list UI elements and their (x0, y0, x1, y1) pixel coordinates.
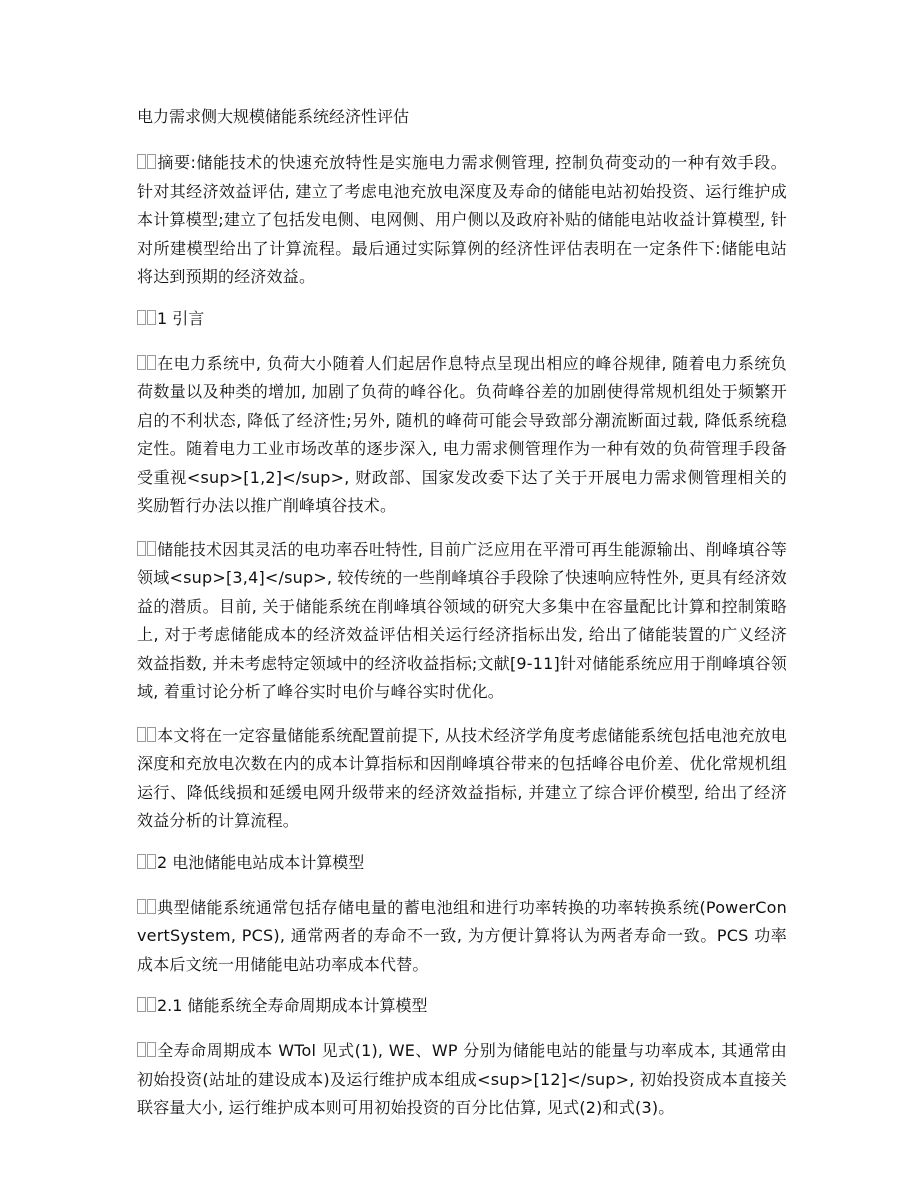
missing-glyph-icon (137, 899, 146, 914)
missing-glyph-icon (137, 854, 146, 869)
section-heading-cost-model: 2 电池储能电站成本计算模型 (137, 851, 787, 875)
missing-glyph-icon (147, 355, 156, 370)
missing-glyph-icon (137, 310, 146, 325)
missing-glyph-icon (137, 1042, 146, 1057)
missing-glyph-icon (137, 727, 146, 742)
document-title: 电力需求侧大规模储能系统经济性评估 (137, 107, 410, 126)
missing-glyph-icon (137, 997, 146, 1012)
missing-glyph-icon (147, 997, 156, 1012)
document-page (137, 105, 787, 1138)
missing-glyph-icon (147, 1042, 156, 1057)
abstract-text: 摘要:储能技术的快速充放特性是实施电力需求侧管理, 控制负荷变动的一种有效手段。针对其经济效益评估, 建立了考虑电池充放电深度及寿命的储能电站初始投资、运行维护成本计算模型;建立了包括发电侧、电网侧、用户侧以及政府补贴的储能电站收益计算模型, 针对所建模型给出了计算流程。最后通过实际算例的经济性评估表明在一定条件下:储能电站将达到预期的经济效益。 (137, 153, 787, 286)
section-heading-introduction: 1 引言 (137, 307, 787, 331)
missing-glyph-icon (147, 541, 156, 556)
missing-glyph-icon (137, 541, 146, 556)
body-paragraph: 典型储能系统通常包括存储电量的蓄电池组和进行功率转换的功率转换系统(PowerConvertSystem, PCS), 通常两者的寿命不一致, 为方便计算将认为两者寿命一致。PCS 功率成本后文统一用储能电站功率成本代替。 (137, 897, 787, 974)
missing-glyph-icon (147, 310, 156, 325)
body-paragraph: 在电力系统中, 负荷大小随着人们起居作息特点呈现出相应的峰谷规律, 随着电力系统负荷数量以及种类的增加, 加剧了负荷的峰谷化。负荷峰谷差的加剧使得常规机组处于频繁开启的不利状态, 降低了经济性;另外, 随机的峰荷可能会导致部分潮流断面过载, 降低系统稳定性。随着电力工业市场改革的逐步深入, 电力需求侧管理作为一种有效的负荷管理手段备受重视<sup>[1,2]</sup>, 财政部、国家发改委下达了关于开展电力需求侧管理相关的奖励暂行办法以推广削峰填谷技术。 (137, 353, 787, 515)
missing-glyph-icon (137, 355, 146, 370)
missing-glyph-icon (147, 154, 156, 169)
missing-glyph-icon (147, 899, 156, 914)
body-paragraph: 储能技术因其灵活的电功率吞吐特性, 目前广泛应用在平滑可再生能源输出、削峰填谷等领域<sup>[3,4]</sup>, 较传统的一些削峰填谷手段除了快速响应特性外, 更具有经济效益的潜质。目前, 关于储能系统在削峰填谷领域的研究大多集中在容量配比计算和控制策略上, 对于考虑储能成本的经济效益评估相关运行经济指标出发, 给出了储能装置的广义经济效益指数, 并未考虑特定领域中的经济收益指标;文献[9-11]针对储能系统应用于削峰填谷领域, 着重讨论分析了峰谷实时电价与峰谷实时优化。 (137, 539, 787, 701)
abstract-paragraph (137, 149, 787, 292)
body-paragraph: 本文将在一定容量储能系统配置前提下, 从技术经济学角度考虑储能系统包括电池充放电深度和充放电次数在内的成本计算指标和因削峰填谷带来的包括峰谷电价差、优化常规机组运行、降低线损和延缓电网升级带来的经济效益指标, 并建立了综合评价模型, 给出了经济效益分析的计算流程。 (137, 725, 787, 830)
missing-glyph-icon (147, 854, 156, 869)
missing-glyph-icon (147, 727, 156, 742)
body-paragraph: 全寿命周期成本 WTol 见式(1), WE、WP 分别为储能电站的能量与功率成本, 其通常由初始投资(站址的建设成本)及运行维护成本组成<sup>[12]</sup>, 初始投资成本直接关联容量大小, 运行维护成本则可用初始投资的百分比估算, 见式(2)和式(3)。 (137, 1041, 787, 1117)
missing-glyph-icon (137, 154, 146, 169)
section-heading-lifecycle-cost: 2.1 储能系统全寿命周期成本计算模型 (137, 994, 787, 1018)
